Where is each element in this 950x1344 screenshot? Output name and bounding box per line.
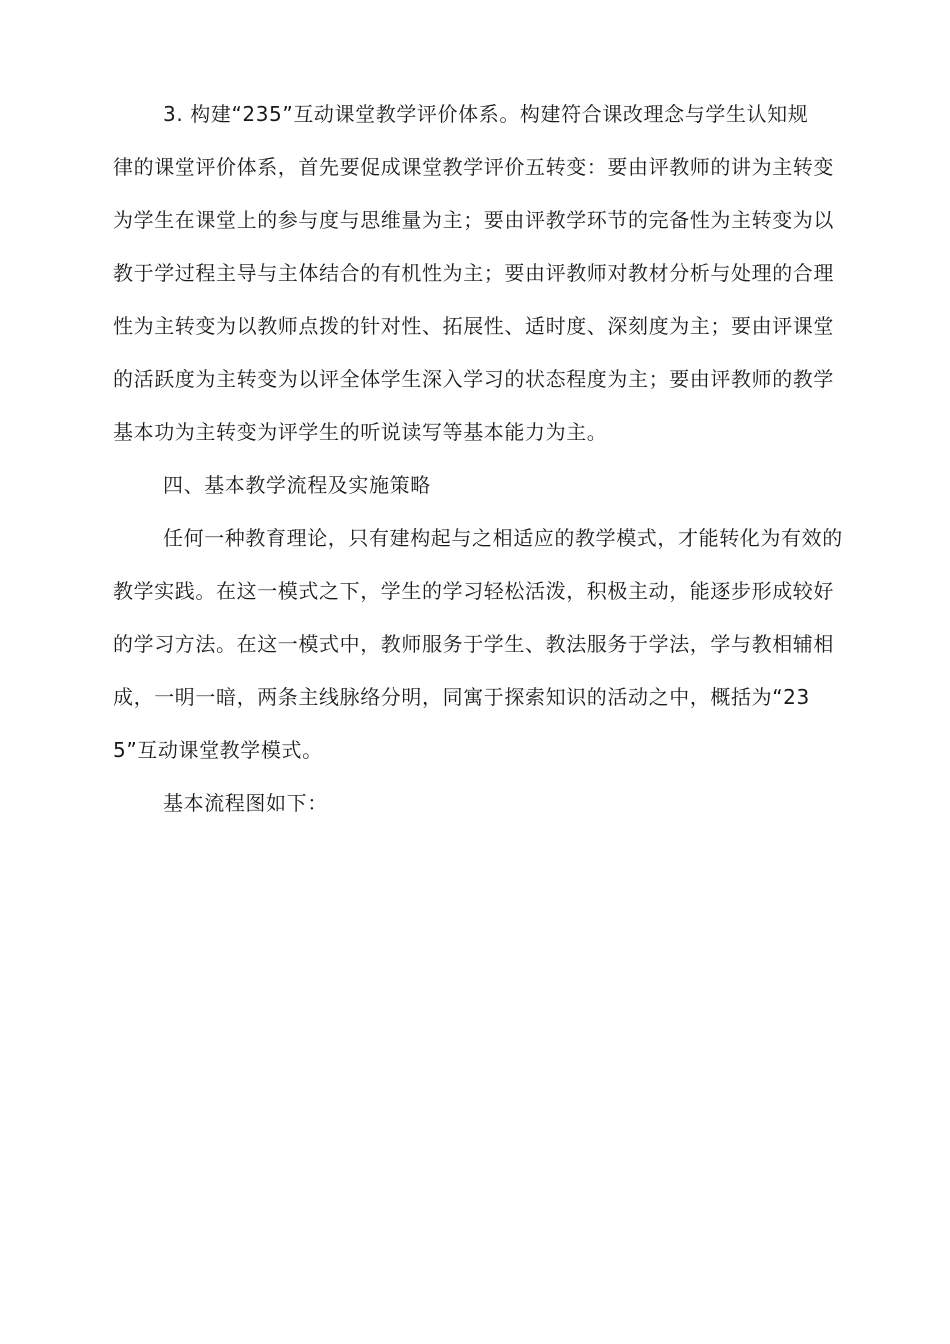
- paragraph-3-line: 基本功为主转变为评学生的听说读写等基本能力为主。: [113, 420, 608, 444]
- paragraph-3-line: 为学生在课堂上的参与度与思维量为主；要由评教学环节的完备性为主转变为以: [113, 208, 834, 232]
- flowchart-intro: 基本流程图如下：: [163, 791, 328, 815]
- paragraph-3-line: 3. 构建“235”互动课堂教学评价体系。构建符合课改理念与学生认知规: [163, 102, 809, 126]
- paragraph-model-line: 任何一种教育理论，只有建构起与之相适应的教学模式，才能转化为有效的: [163, 526, 843, 550]
- paragraph-model-line: 5”互动课堂教学模式。: [113, 738, 323, 762]
- body-text: [113, 88, 873, 830]
- paragraph-model-line: 的学习方法。在这一模式中，教师服务于学生、教法服务于学法，学与教相辅相: [113, 632, 834, 656]
- paragraph-3-line: 的活跃度为主转变为以评全体学生深入学习的状态程度为主；要由评教师的教学: [113, 367, 834, 391]
- section-heading: 四、基本教学流程及实施策略: [163, 473, 431, 497]
- paragraph-model-line: 教学实践。在这一模式之下，学生的学习轻松活泼，积极主动，能逐步形成较好: [113, 579, 834, 603]
- paragraph-3-line: 性为主转变为以教师点拨的针对性、拓展性、适时度、深刻度为主；要由评课堂: [113, 314, 834, 338]
- paragraph-model-line: 成，一明一暗，两条主线脉络分明，同寓于探索知识的活动之中，概括为“23: [113, 685, 810, 709]
- paragraph-3-line: 律的课堂评价体系，首先要促成课堂教学评价五转变：要由评教师的讲为主转变: [113, 155, 834, 179]
- paragraph-3-line: 教于学过程主导与主体结合的有机性为主；要由评教师对教材分析与处理的合理: [113, 261, 834, 285]
